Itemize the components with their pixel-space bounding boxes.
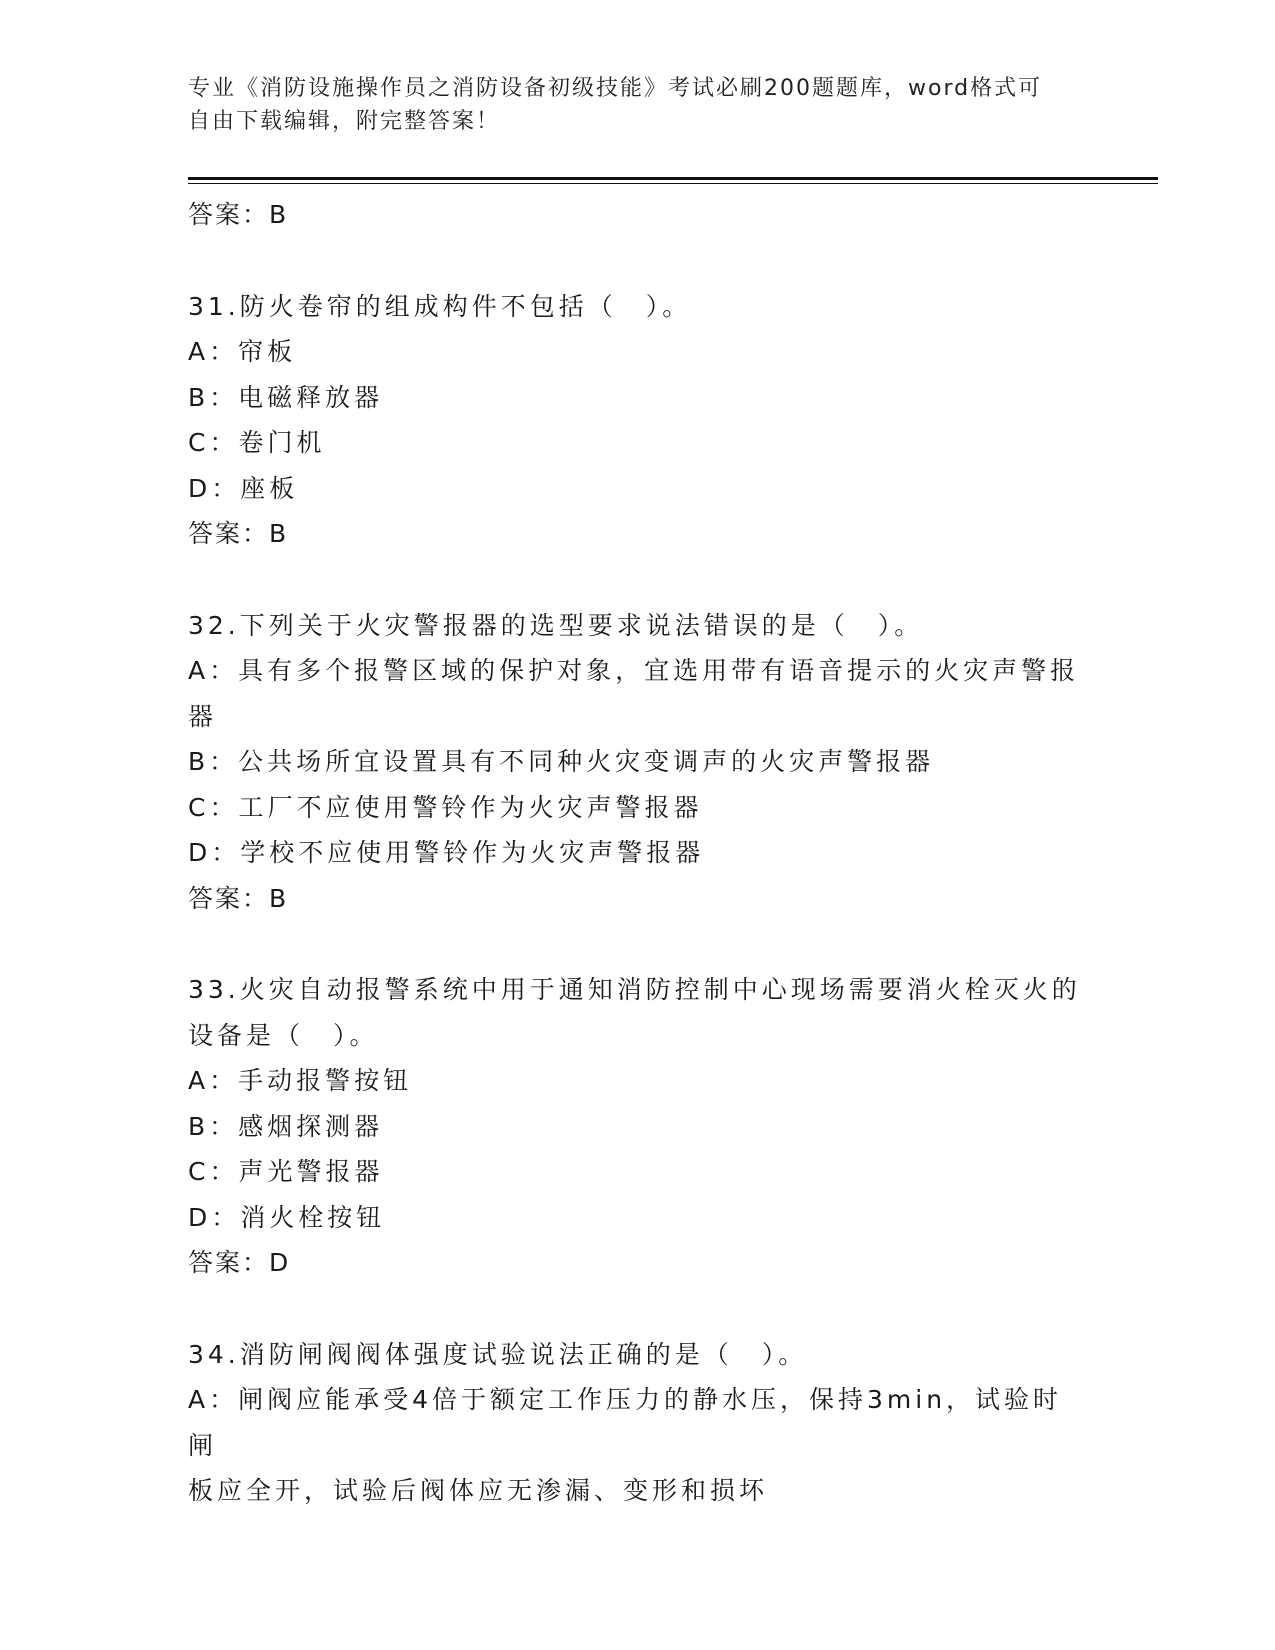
question-34 xyxy=(188,1332,1088,1514)
option-a: A：帘板 xyxy=(188,337,297,366)
option-b: B：公共场所宜设置具有不同种火灾变调声的火灾声警报器 xyxy=(188,747,935,776)
header-rule-thin xyxy=(188,183,1158,184)
option-c: C：声光警报器 xyxy=(188,1157,384,1186)
option-d: D：学校不应使用警铃作为火灾声警报器 xyxy=(188,838,705,867)
option-b: B：感烟探测器 xyxy=(188,1111,384,1141)
option-c: C：工厂不应使用警铃作为火灾声警报器 xyxy=(188,792,703,822)
question-32 xyxy=(188,603,1088,922)
header-rule-thick xyxy=(188,177,1158,180)
question-31 xyxy=(188,284,1088,557)
header-line-2: 自由下载编辑，附完整答案！ xyxy=(188,109,501,134)
option-d: D：消火栓按钮 xyxy=(188,1202,386,1232)
option-b: B：电磁释放器 xyxy=(188,382,384,412)
answer-line: 答案：D xyxy=(188,1248,291,1277)
answer-line: 答案：B xyxy=(188,883,289,913)
option-a: A：闸阀应能承受4倍于额定工作压力的静水压，保持3min，试验时闸 xyxy=(188,1385,1063,1460)
question-stem: 31.防火卷帘的组成构件不包括（ ）。 xyxy=(188,291,692,321)
question-stem: 34.消防闸阀阀体强度试验说法正确的是（ ）。 xyxy=(188,1339,808,1369)
option-d: D：座板 xyxy=(188,473,299,503)
question-stem-continued: 设备是（ ）。 xyxy=(188,1020,379,1050)
answer-line: 答案：B xyxy=(188,200,289,229)
answer-line: 答案：B xyxy=(188,519,289,548)
header-line-1: 专业《消防设施操作员之消防设备初级技能》考试必刷200题题库，word格式可 xyxy=(188,76,1043,101)
question-stem: 32.下列关于火灾警报器的选型要求说法错误的是（ ）。 xyxy=(188,610,924,640)
option-c: C：卷门机 xyxy=(188,428,326,457)
question-stem: 33.火灾自动报警系统中用于通知消防控制中心现场需要消火栓灭火的 xyxy=(188,975,1081,1004)
option-a-continued: 板应全开，试验后阀体应无渗漏、变形和损坏 xyxy=(188,1476,769,1505)
question-33 xyxy=(188,967,1088,1286)
option-a-continued: 器 xyxy=(188,701,218,731)
question-list xyxy=(188,192,1088,1514)
option-a: A：手动报警按钮 xyxy=(188,1066,413,1095)
option-a: A：具有多个报警区域的保护对象，宜选用带有语音提示的火灾声警报 xyxy=(188,656,1080,685)
page-header xyxy=(188,72,1068,138)
